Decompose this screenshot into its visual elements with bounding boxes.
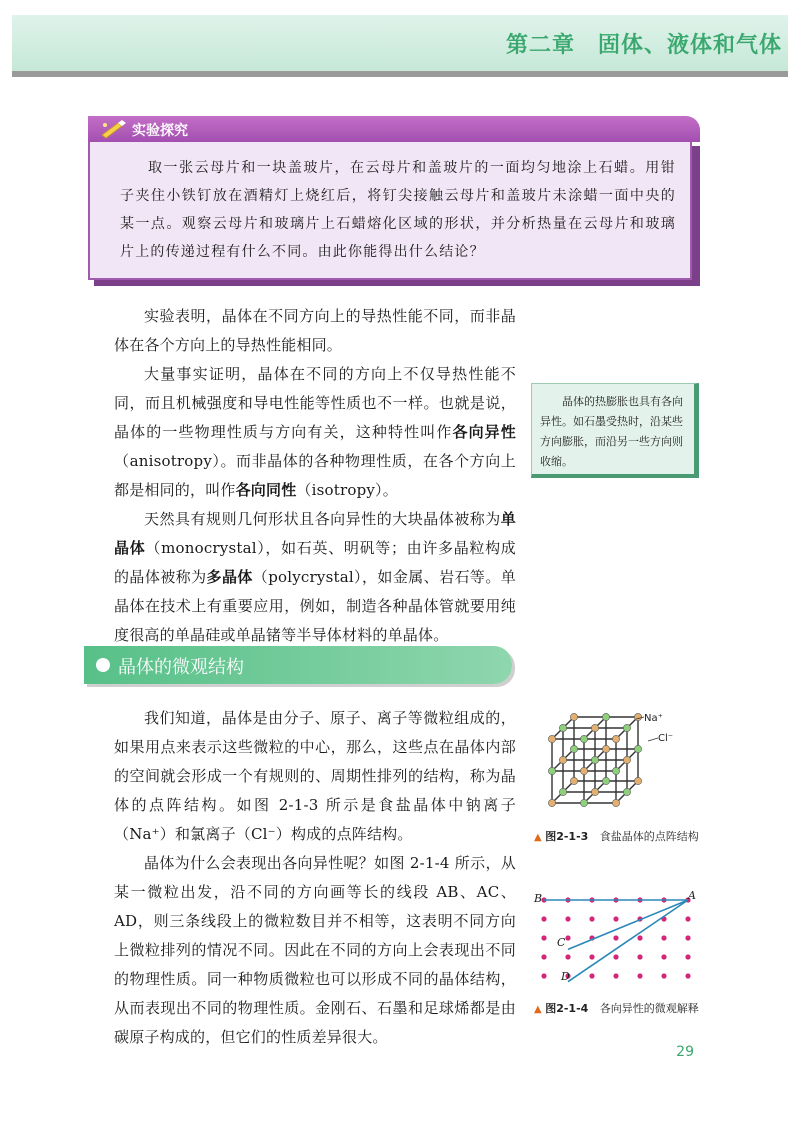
lattice-point — [613, 935, 618, 940]
cl-ion — [570, 745, 577, 752]
na-ion — [591, 788, 598, 795]
cl-ion — [623, 724, 630, 731]
figure2-caption-text: 各向异性的微观解释 — [599, 1002, 699, 1015]
lattice-point — [565, 935, 570, 940]
lattice-point — [541, 935, 546, 940]
na-ion — [623, 756, 630, 763]
experiment-box-shadow-bottom — [94, 280, 700, 286]
experiment-text: 取一张云母片和一块盖玻片，在云母片和盖玻片的一面均匀地涂上石蜡。用钳子夹住小铁钉放在酒精灯上烧红后，将钉尖接触云母片和盖玻片未涂蜡一面中央的某一点。观察云母片和玻璃片上石蜡熔化区域的形状，并分析热量在云母片和玻璃片上的传递过程有什么不同。由此你能得出什么结论？ — [120, 160, 676, 260]
lattice-point — [661, 973, 666, 978]
cl-ion — [634, 745, 641, 752]
figure1-caption — [534, 828, 699, 844]
lattice-point — [637, 973, 642, 978]
paragraph: 大量事实证明，晶体在不同的方向上不仅导热性能不同，而且机械强度和导电性能等性质也不一样。也就是说，晶体的一些物理性质与方向有关，这种特性叫作各向异性（anisotropy）。而非晶体的各种物理性质，在各个方向上都是相同的，叫作各向同性（isotropy）。 — [114, 365, 517, 499]
na-ion — [559, 756, 566, 763]
cl-ion — [623, 788, 630, 795]
na-ion — [634, 713, 641, 720]
lattice-point — [589, 973, 594, 978]
lattice-point — [541, 954, 546, 959]
paragraph: 天然具有规则几何形状且各向异性的大块晶体被称为单晶体（monocrystal），如石英、明矾等；由许多晶粒构成的晶体被称为多晶体（polycrystal），如金属、岩石等。单晶体在技术上有重要应用，例如，制造各种晶体管就要用纯度很高的单晶硅或单晶锗等半导体材料的单晶体。 — [114, 510, 516, 644]
triangle-icon: ▲ — [534, 1004, 542, 1015]
term-anisotropy: 各向异性 — [452, 423, 517, 441]
na-ion — [612, 735, 619, 742]
figure2-caption — [534, 1000, 699, 1016]
lattice-point — [637, 935, 642, 940]
na-ion — [612, 799, 619, 806]
na-ion — [602, 745, 609, 752]
lattice-point — [589, 954, 594, 959]
experiment-box — [88, 116, 700, 280]
experiment-title: 实验探究 — [132, 123, 188, 139]
cl-ion — [612, 767, 619, 774]
label-c: C — [557, 936, 566, 949]
paragraph: 晶体为什么会表现出各向异性呢？如图 2-1-4 所示，从某一微粒出发，沿不同的方向画等长的线段 AB、AC、AD，则三条线段上的微粒数目并不相等，这表明不同方向上微粒排列的情况不同。因此在不同的方向上会表现出不同的物理性质。同一种物质微粒也可以形成不同的晶体结构，从而表现出不同的物理性质。金刚石、石墨和足球烯都是由碳原子构成的，但它们的性质差异很大。 — [114, 854, 516, 1046]
nacl-lattice-figure — [540, 705, 700, 825]
na-ion — [548, 735, 555, 742]
cl-ion — [559, 724, 566, 731]
figure2-number: 图2-1-4 — [545, 1002, 589, 1015]
triangle-icon: ▲ — [534, 832, 542, 843]
na-ion — [570, 777, 577, 784]
experiment-box-shadow — [692, 146, 700, 284]
segment-ac — [568, 900, 688, 949]
lattice-point — [565, 954, 570, 959]
lattice-point — [637, 954, 642, 959]
segment-ad — [568, 900, 688, 982]
label-cl: Cl⁻ — [658, 733, 674, 744]
lattice-point — [613, 954, 618, 959]
na-ion — [634, 777, 641, 784]
label-cl-pointer — [648, 738, 658, 741]
cl-ion — [548, 767, 555, 774]
cl-ion — [559, 788, 566, 795]
anisotropy-figure — [530, 888, 705, 998]
section-title: 晶体的微观结构 — [118, 657, 244, 678]
label-d: D — [561, 970, 570, 983]
term-monocrystal: 单晶体 — [114, 510, 516, 557]
lattice-point — [685, 973, 690, 978]
body-text-1 — [114, 302, 516, 650]
pen-icon — [100, 119, 128, 139]
cl-ion — [591, 756, 598, 763]
paragraph: 实验表明，晶体在不同方向上的导热性能不同，而非晶体在各个方向上的导热性能相同。 — [114, 307, 516, 354]
lattice-point — [613, 916, 618, 921]
cl-ion — [602, 777, 609, 784]
na-ion — [580, 767, 587, 774]
cl-ion — [580, 735, 587, 742]
body-text-2 — [114, 704, 516, 1052]
na-ion — [548, 799, 555, 806]
cl-ion — [580, 799, 587, 806]
bullet-icon — [96, 658, 110, 672]
lattice-point — [685, 935, 690, 940]
label-a: A — [688, 889, 696, 902]
side-note-text: 晶体的热膨胀也具有各向异性。如石墨受热时，沿某些方向膨胀，而沿另一些方向则收缩。 — [540, 395, 683, 468]
lattice-point — [613, 973, 618, 978]
paragraph: 我们知道，晶体是由分子、原子、离子等微粒组成的，如果用点来表示这些微粒的中心，那么，这些点在晶体内部的空间就会形成一个有规则的、周期性排列的结构，称为晶体的点阵结构。如图 2-1-3 所示是食盐晶体中钠离子（Na⁺）和氯离子（Cl⁻）构成的点阵结构。 — [114, 709, 516, 843]
chapter-title: 第二章 固体、液体和气体 — [505, 33, 782, 58]
page-number: 29 — [676, 1044, 694, 1060]
experiment-tab — [88, 116, 700, 142]
figure1-number: 图2-1-3 — [545, 830, 589, 843]
lattice-point — [589, 916, 594, 921]
lattice-point — [661, 954, 666, 959]
label-b: B — [534, 892, 543, 905]
na-ion — [570, 713, 577, 720]
lattice-point — [541, 973, 546, 978]
na-ion — [591, 724, 598, 731]
term-polycrystal: 多晶体 — [206, 568, 253, 586]
side-note — [531, 383, 699, 478]
section-header — [84, 646, 512, 684]
lattice-point — [565, 916, 570, 921]
experiment-body — [88, 142, 692, 280]
term-isotropy: 各向同性 — [235, 481, 297, 499]
label-na: Na⁺ — [644, 713, 663, 724]
figure1-caption-text: 食盐晶体的点阵结构 — [599, 830, 699, 843]
lattice-point — [685, 954, 690, 959]
lattice-point — [541, 916, 546, 921]
lattice-point — [685, 916, 690, 921]
lattice-point — [661, 935, 666, 940]
cl-ion — [602, 713, 609, 720]
